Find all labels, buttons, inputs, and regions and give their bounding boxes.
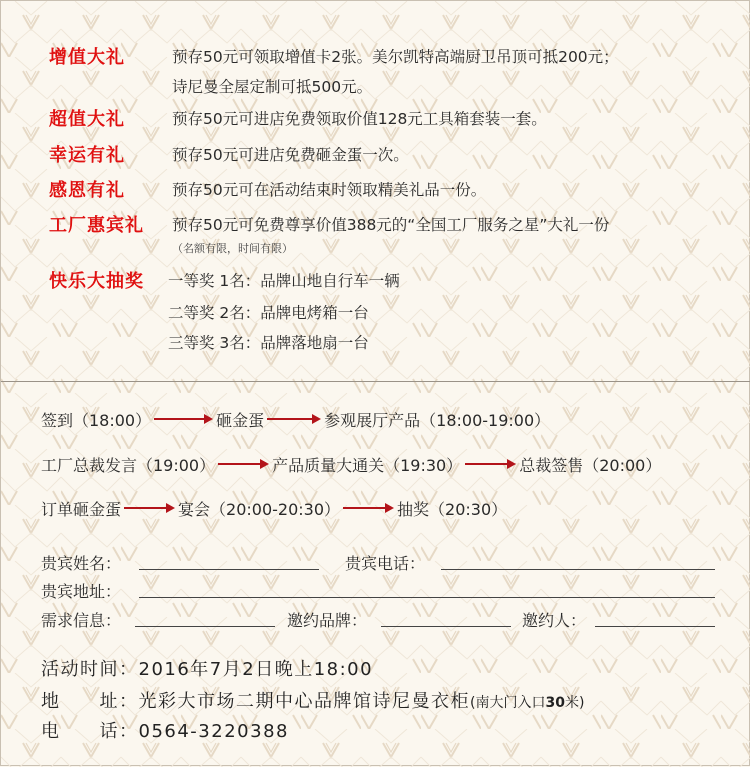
benefit-title: 快乐大抽奖 (49, 271, 144, 292)
benefit-text: 预存50元可进店免费砸金蛋一次。 (172, 146, 409, 164)
inviter-field[interactable] (595, 626, 715, 627)
benefit-title: 超值大礼 (49, 109, 125, 130)
benefit-note: （名额有限，时间有限） (172, 242, 293, 255)
benefit-text: 预存50元可进店免费领取价值128元工具箱套装一套。 (172, 110, 547, 128)
schedule-step: 参观展厅产品（18:00-19:00） (324, 410, 551, 430)
event-time-label: 活动时间： (41, 659, 139, 680)
invite-brand-label: 邀约品牌： (287, 611, 368, 630)
schedule-step: 工厂总裁发言（19:00） (41, 455, 216, 475)
event-address (41, 687, 584, 713)
schedule-step: 砸金蛋 (216, 410, 265, 430)
benefit-title: 感恩有礼 (49, 180, 125, 201)
event-address-distance: 30 (545, 695, 565, 711)
event-phone (41, 717, 289, 743)
schedule-step: 总裁签售（20:00） (519, 455, 662, 475)
benefit-title: 幸运有礼 (49, 145, 125, 166)
guest-address-field[interactable] (139, 597, 715, 598)
guest-phone-label: 贵宾电话： (345, 554, 426, 573)
prize-line: 一等奖 1名：品牌山地自行车一辆 (168, 272, 400, 290)
schedule-row (41, 407, 550, 431)
invite-brand-field[interactable] (381, 626, 511, 627)
schedule-step: 宴会（20:00-20:30） (178, 499, 341, 519)
event-time-value: 2016年7月2日晚上18:00 (138, 659, 374, 680)
benefit-text: 预存50元可在活动结束时领取精美礼品一份。 (172, 181, 487, 199)
event-phone-label: 电 话： (41, 721, 139, 742)
schedule-step: 产品质量大通关（19:30） (272, 455, 463, 475)
arrow-right-icon (154, 414, 213, 424)
schedule-step: 订单砸金蛋 (41, 499, 122, 519)
event-address-note: (南大门入口 (470, 695, 546, 711)
arrow-right-icon (267, 414, 321, 424)
arrow-right-icon (343, 503, 394, 513)
event-time (41, 655, 373, 681)
demand-info-field[interactable] (135, 626, 275, 627)
event-address-note-end: 米) (564, 695, 585, 711)
inviter-label: 邀约人： (522, 611, 587, 630)
prize-line: 二等奖 2名：品牌电烤箱一台 (168, 304, 369, 322)
schedule-row (41, 452, 661, 476)
demand-info-label: 需求信息： (41, 611, 122, 630)
schedule-step: 签到（18:00） (41, 410, 152, 430)
guest-phone-field[interactable] (441, 569, 715, 570)
card-content (1, 1, 750, 767)
guest-name-label: 贵宾姓名： (41, 554, 122, 573)
benefit-title: 增值大礼 (49, 47, 125, 68)
benefit-text: 预存50元可领取增值卡2张。美尔凯特高端厨卫吊顶可抵200元； (172, 48, 619, 66)
event-address-value: 光彩大市场二期中心品牌馆诗尼曼衣柜 (138, 691, 470, 712)
arrow-right-icon (124, 503, 175, 513)
section-divider (1, 381, 750, 382)
arrow-right-icon (465, 459, 516, 469)
event-address-label: 地 址： (41, 691, 139, 712)
benefit-text: 预存50元可免费尊享价值388元的“全国工厂服务之星”大礼一份 (172, 216, 610, 234)
schedule-step: 抽奖（20:30） (397, 499, 508, 519)
schedule-row (41, 496, 507, 520)
benefit-text: 诗尼曼全屋定制可抵500元。 (172, 78, 373, 96)
arrow-right-icon (218, 459, 269, 469)
guest-name-field[interactable] (139, 569, 319, 570)
event-phone-value: 0564-3220388 (138, 721, 289, 742)
benefit-title: 工厂惠宾礼 (49, 215, 144, 236)
guest-address-label: 贵宾地址： (41, 582, 122, 601)
prize-line: 三等奖 3名：品牌落地扇一台 (168, 334, 369, 352)
